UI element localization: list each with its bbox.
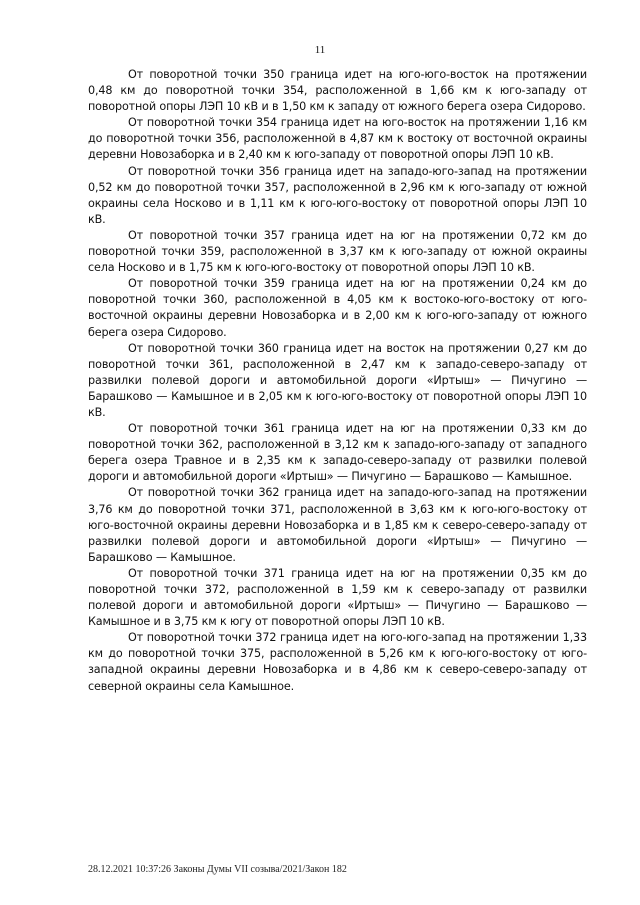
paragraph-6: От поворотной точки 360 граница идет на восток на протяжении 0,27 км до поворотной точки 361, расположенной в 2,47 км к западо-северо-западу от развилки полевой дороги и автомобильной дороги «Иртыш» — Пичугино — Барашково — Камышное и в 2,05 км к юго-юго-востоку от поворотной опоры ЛЭП 10 кВ. — [88, 341, 587, 419]
paragraph-5: От поворотной точки 359 граница идет на юг на протяжении 0,24 км до поворотной точки 360, расположенной в 4,05 км к востоко-юго-востоку от юго-восточной окраины деревни Новозаборка и в 2,00 км к юго-юго-западу от южного берега озера Сидорово. — [88, 277, 587, 339]
document-footer: 28.12.2021 10:37:26 Законы Думы VII созыва/2021/Закон 182 — [88, 864, 347, 875]
paragraph-8: От поворотной точки 362 граница идет на западо-юго-запад на протяжении 3,76 км до поворотной точки 371, расположенной в 3,63 км к юго-юго-востоку от юго-восточной окраины деревни Новозаборка и в 1,85 км к северо-северо-западу от развилки полевой дороги и автомобильной дороги «Иртыш» — Пичугино — Барашково — Камышное. — [88, 486, 587, 564]
paragraph-3: От поворотной точки 356 граница идет на западо-юго-запад на протяжении 0,52 км до поворотной точки 357, расположенной в 2,96 км к юго-западу от южной окраины села Носково и в 1,11 км к юго-юго-востоку от поворотной опоры ЛЭП 10 кВ. — [88, 164, 587, 226]
paragraph-2: От поворотной точки 354 граница идет на юго-восток на протяжении 1,16 км до поворотной точки 356, расположенной в 4,87 км к востоку от восточной окраины деревни Новозаборка и в 2,40 км к юго-западу от поворотной опоры ЛЭП 10 кВ. — [88, 116, 587, 162]
page-number: 11 — [314, 44, 326, 56]
document-body — [88, 67, 587, 695]
paragraph-7: От поворотной точки 361 граница идет на юг на протяжении 0,33 км до поворотной точки 362, расположенной в 3,12 км к западо-юго-западу от западного берега озера Травное и в 2,35 км к западо-северо-западу от развилки полевой дороги и автомобильной дороги «Иртыш» — Пичугино — Барашково — Камышное. — [88, 422, 587, 484]
paragraph-9: От поворотной точки 371 граница идет на юг на протяжении 0,35 км до поворотной точки 372, расположенной в 1,59 км к северо-западу от развилки полевой дороги и автомобильной дороги «Иртыш» — Пичугино — Барашково — Камышное и в 3,75 км к югу от поворотной опоры ЛЭП 10 кВ. — [88, 566, 587, 629]
paragraph-10: От поворотной точки 372 граница идет на юго-юго-запад на протяжении 1,33 км до поворотной точки 375, расположенной в 5,26 км к юго-юго-востоку от юго-западной окраины деревни Новозаборка и в 4,86 км к северо-северо-западу от северной окраины села Камышное. — [88, 631, 587, 693]
paragraph-1: От поворотной точки 350 граница идет на юго-юго-восток на протяжении 0,48 км до поворотной точки 354, расположенной в 1,66 км к юго-западу от поворотной опоры ЛЭП 10 кВ и в 1,50 км к западу от южного берега озера Сидорово. — [88, 68, 587, 114]
paragraph-4: От поворотной точки 357 граница идет на юг на протяжении 0,72 км до поворотной точки 359, расположенной в 3,37 км к юго-западу от южной окраины села Носково и в 1,75 км к юго-юго-востоку от поворотной опоры ЛЭП 10 кВ. — [88, 228, 587, 275]
